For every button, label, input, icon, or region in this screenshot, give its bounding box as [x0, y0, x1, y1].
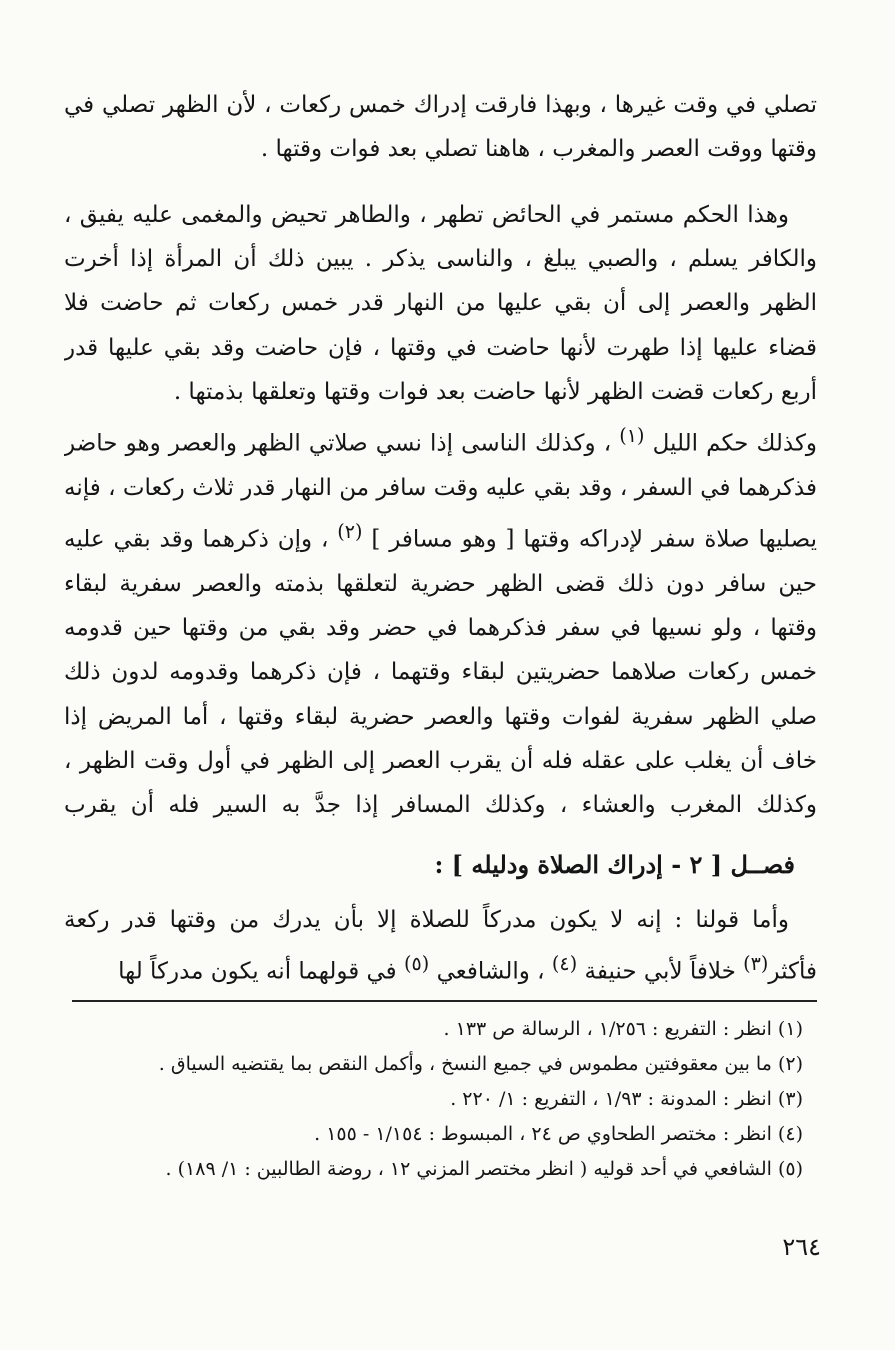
footnotes	[64, 1012, 803, 1187]
footnote-3: (٣) انظر : المدونة : ١/٩٣ ، التفريع : ١/ ٢٢٠ .	[450, 1088, 803, 1110]
footnote-ref-3: (٣)	[743, 952, 769, 976]
paragraph-segment: ، وإن ذكرهما وقد بقي عليه حين سافر دون ذلك قضى الظهر حضرية لتعلقها بذمته والعصر سفرية لبقاء وقتها ، ولو نسيها في سفر فذكرهما في حضر وقد بقي من وقتها حين قدومه خمس ركعات صلاهما حضريتين لبقاء وقتهما ، فإن ذكرهما وقدومه لدون ذلك صلي الظهر سفرية لفوات وقتها والعصر حضرية لبقاء وقتها ، أما المريض إذا خاف أن يغلب على عقله فله أن يقرب العصر إلى الظهر في أول وقت الظهر ، وكذلك المغرب والعشاء ، وكذلك المسافر إذا جدَّ به السير فله أن يقرب	[64, 526, 817, 818]
paragraph-4-text	[64, 898, 817, 994]
paragraph-4	[64, 898, 817, 994]
paragraph-segment: وأما قولنا : إنه لا يكون مدركاً للصلاة إلا بأن يدرك من وقتها قدر ركعة فأكثر	[64, 907, 817, 985]
paragraph-3	[64, 414, 817, 833]
paragraph-segment: وكذلك حكم الليل	[652, 430, 817, 457]
paragraph-segment: ، وكذلك الناسى إذا نسي صلاتي الظهر والعصر وهو حاضر فذكرهما في السفر ، وقد بقي عليه وقت سافر من النهار قدر ثلاث ركعات ، فإنه يصليها صلاة سفر لإدراكه وقتها [ وهو مسافر ]	[64, 430, 817, 553]
footnote-5: (٥) الشافعي في أحد قوليه ( انظر مختصر المزني ١٢ ، روضة الطالبين : ١/ ١٨٩) .	[165, 1158, 803, 1180]
footnote-ref-2: (٢)	[337, 520, 363, 544]
footnote-1: (١) انظر : التفريع : ١/٢٥٦ ، الرسالة ص ١٣٣ .	[443, 1018, 803, 1040]
footnote-ref-5: (٥)	[404, 952, 430, 976]
footnote-separator	[72, 1000, 817, 1002]
section-heading	[64, 845, 795, 885]
paragraph-segment: خلافاً لأبي حنيفة	[584, 958, 736, 985]
paragraph-text: تصلي في وقت غيرها ، وبهذا فارقت إدراك خمس ركعات ، لأن الظهر تصلي في وقتها ووقت العصر والمغرب ، هاهنا تصلي بعد فوات وقتها .	[64, 92, 817, 163]
footnote-2: (٢) ما بين معقوفتين مطموس في جميع النسخ ، وأكمل النقص بما يقتضيه السياق .	[158, 1053, 803, 1075]
footnote-ref-1: (١)	[619, 424, 645, 448]
footnote-4: (٤) انظر : مختصر الطحاوي ص ٢٤ ، المبسوط : ١/١٥٤ - ١٥٥ .	[314, 1123, 803, 1145]
heading-suffix: :	[434, 850, 444, 879]
heading-title: إدراك الصلاة ودليله ]	[451, 850, 663, 879]
footnote-ref-4: (٤)	[551, 952, 578, 976]
page-number: ٢٦٤	[782, 1233, 821, 1261]
paragraph-text: وهذا الحكم مستمر في الحائض تطهر ، والطاهر تحيض والمغمى عليه يفيق ، والكافر يسلم ، والصبي يبلغ ، والناسى يذكر . يبين ذلك أن المرأة إذا أخرت الظهر والعصر إلى أن بقي عليها من النهار قدر خمس ركعات ثم حاضت فلا قضاء عليها إذا طهرت لأنها حاضت في وقتها ، فإن حاضت وقد بقي عليها قدر أربع ركعات قضت الظهر لأنها حاضت بعد فوات وقتها وتعلقها بذمتها .	[64, 202, 817, 405]
paragraph-segment: ، والشافعي	[436, 958, 545, 985]
paragraph-segment: في قولهما أنه يكون مدركاً لها	[118, 958, 397, 985]
paragraph-2-3	[64, 193, 817, 833]
heading-prefix: فصــل [ ٢ -	[671, 850, 795, 879]
paragraph-1	[64, 83, 817, 178]
